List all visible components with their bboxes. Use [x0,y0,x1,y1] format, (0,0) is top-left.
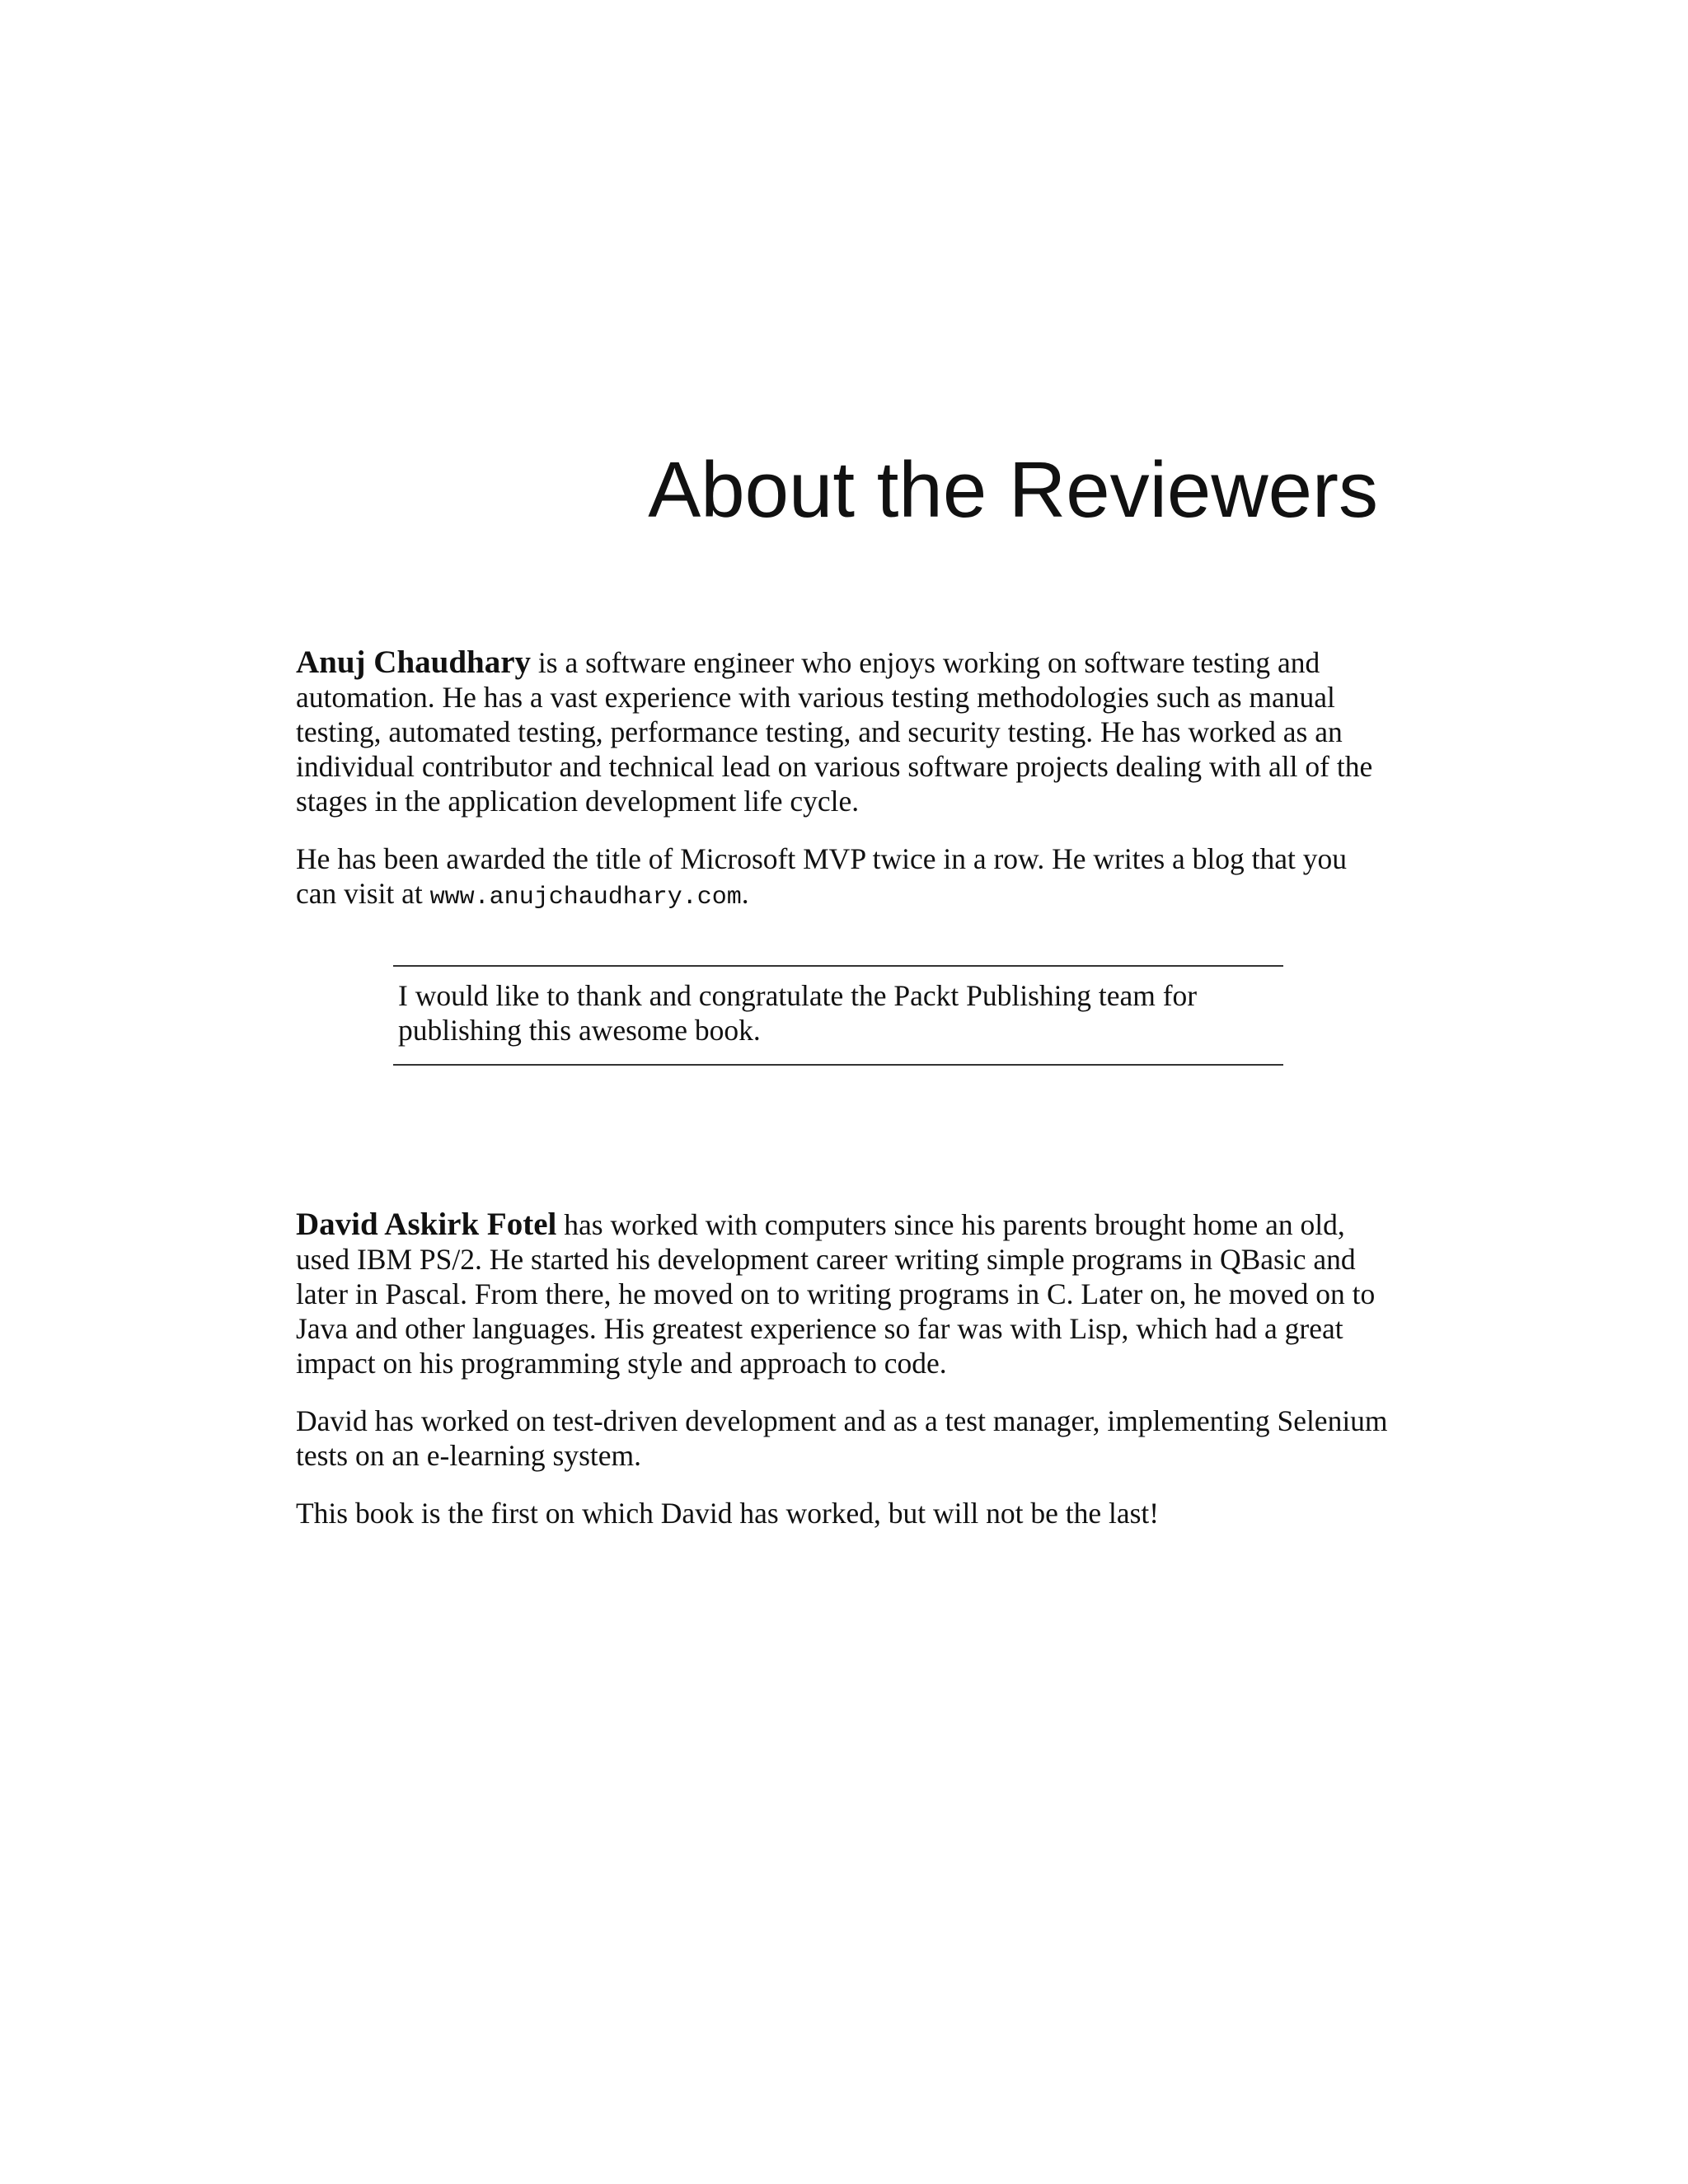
reviewer-bio-text: has worked with computers since his parents brought home an old, used IBM PS/2. He started his development career writing simple programs in QBasic and later in Pascal. From there, he moved on to writing programs in C. Later on, he moved on to Java and other languages. His greatest experience so far was with Lisp, which had a great impact on his programming style and approach to code. [296,1208,1376,1380]
reviewer-award-paragraph [296,841,1392,915]
blog-url: www.anujchaudhary.com [429,883,742,912]
blog-suffix: . [741,877,749,910]
reviewer-bio-paragraph [296,1207,1392,1380]
acknowledgement-note [393,965,1283,1066]
award-text: He has been awarded the title of Microsoft MVP twice in a row. He writes a blog that you can visit at [296,842,1348,910]
reviewer-section-anuj-chaudhary [296,645,1392,938]
reviewer-paragraph-3: This book is the first on which David has worked, but will not be the last! [296,1497,1160,1530]
reviewer-name: David Askirk Fotel [296,1207,557,1242]
reviewer-bio-paragraph [296,645,1392,818]
reviewer-bio-text: is a software engineer who enjoys working on software testing and automation. He has a vast experience with various testing methodologies such as manual testing, automated testing, performance testing, and security testing. He has worked as an individual contributor and technical lead on various software projects dealing with all of the stages in the application development life cycle. [296,646,1373,818]
reviewer-section-david-askirk-fotel [296,1207,1392,1554]
reviewer-paragraph-2: David has worked on test-driven development and as a test manager, implementing Selenium tests on an e-learning system. [296,1404,1388,1472]
acknowledgement-text: I would like to thank and congratulate the Packt Publishing team for publishing this awesome book. [398,979,1198,1047]
page-title: About the Reviewers [648,446,1378,534]
reviewer-name: Anuj Chaudhary [296,644,532,680]
